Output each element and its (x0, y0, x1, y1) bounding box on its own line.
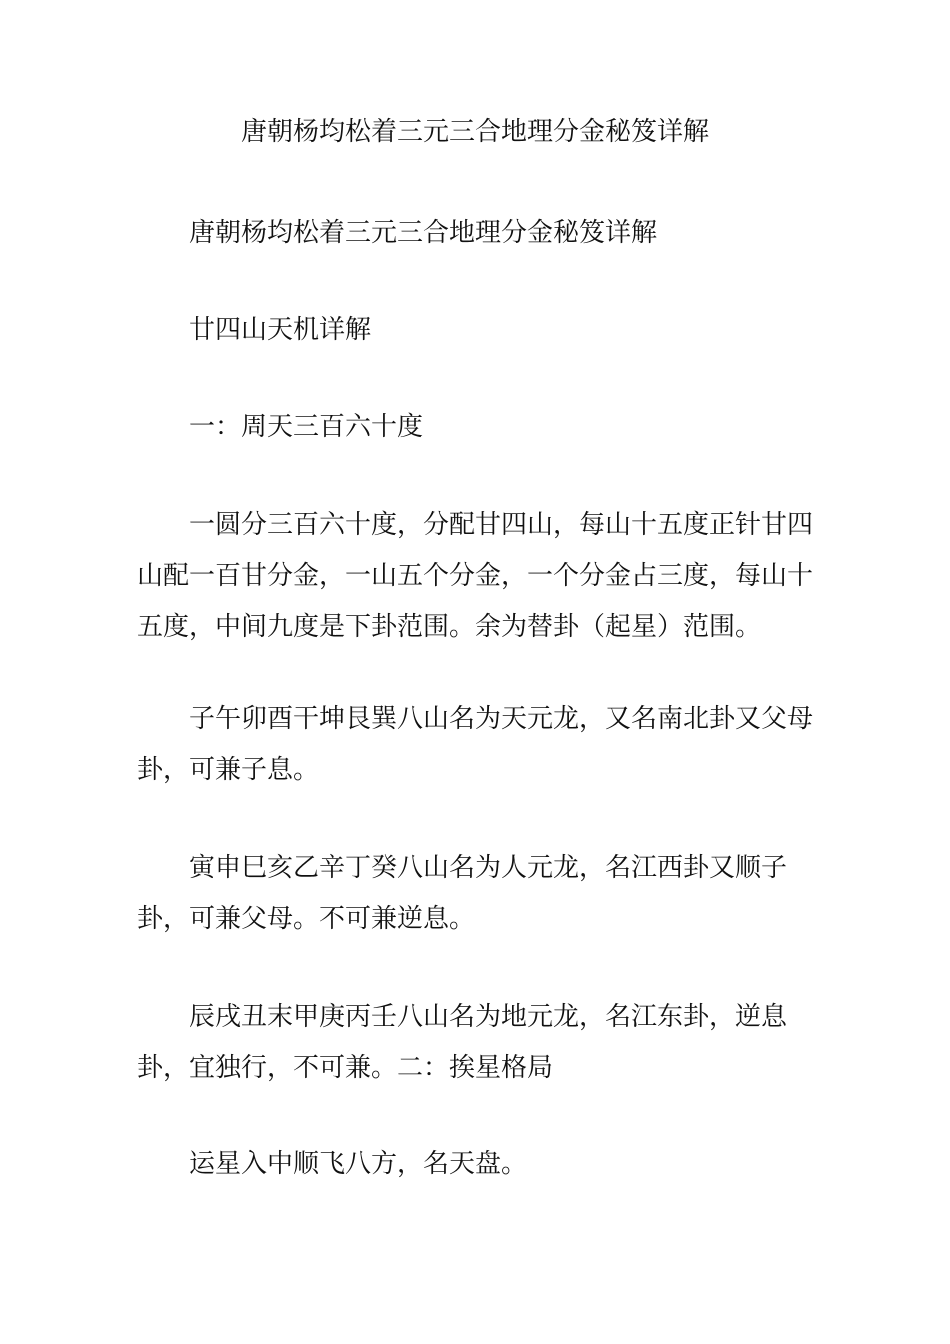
paragraph-tianyuan-dragon: 子午卯酉干坤艮巽八山名为天元龙，又名南北卦又父母卦，可兼子息。 (137, 704, 814, 785)
paragraph-section-heading: 廿四山天机详解 (189, 315, 372, 345)
paragraph-renyuan-dragon: 寅申巳亥乙辛丁癸八山名为人元龙，名江西卦又顺子卦，可兼父母。不可兼逆息。 (137, 853, 788, 934)
paragraph-tianpan: 运星入中顺飞八方，名天盘。 (189, 1149, 528, 1179)
document-title: 唐朝杨均松着三元三合地理分金秘笈详解 (240, 117, 709, 147)
paragraph-section-one-heading: 一：周天三百六十度 (189, 412, 424, 442)
paragraph-subtitle: 唐朝杨均松着三元三合地理分金秘笈详解 (189, 218, 658, 248)
paragraph-diyuan-dragon: 辰戌丑末甲庚丙壬八山名为地元龙，名江东卦，逆息卦，宜独行，不可兼。二：挨星格局 (137, 1002, 788, 1083)
paragraph-degrees: 一圆分三百六十度，分配甘四山，每山十五度正针甘四山配一百甘分金，一山五个分金，一个分金占三度，每山十五度，中间九度是下卦范围。余为替卦（起星）范围。 (137, 510, 814, 642)
